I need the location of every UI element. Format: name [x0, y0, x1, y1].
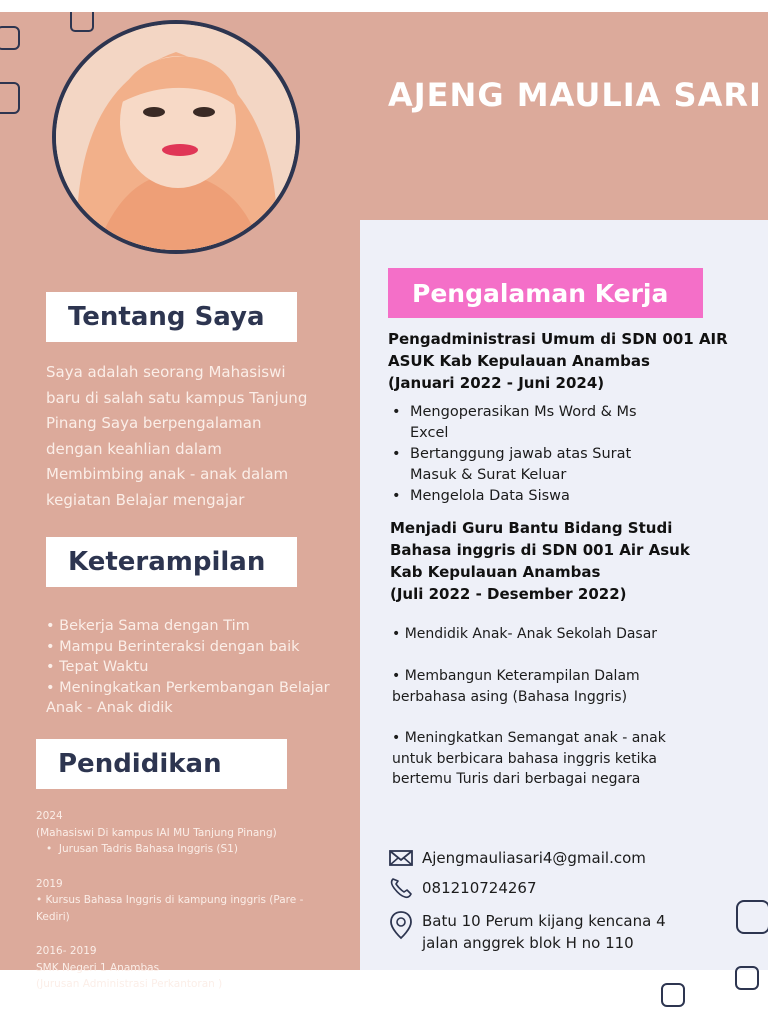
education-heading: Pendidikan	[36, 739, 287, 789]
job1-title-line: (Januari 2022 - Juni 2024)	[388, 374, 605, 392]
skill-item: • Tepat Waktu	[46, 659, 149, 675]
education-line: • Jurusan Tadris Bahasa Inggris (S1)	[36, 843, 238, 855]
education-line: Kediri)	[36, 910, 70, 923]
job2-title	[390, 517, 760, 605]
skill-item: • Meningkatkan Perkembangan Belajar	[46, 679, 330, 696]
experience-heading: Pengalaman Kerja	[388, 268, 703, 318]
decor-square	[736, 900, 768, 934]
decor-square	[0, 82, 20, 114]
job2-title-line: Bahasa inggris di SDN 001 Air Asuk	[390, 541, 690, 559]
about-line: Pinang Saya berpengalaman	[46, 414, 262, 432]
point-line: untuk berbicara bahasa inggris ketika	[392, 750, 657, 767]
job1-title-line: Pengadministrasi Umum di SDN 001 AIR	[388, 330, 728, 348]
profile-photo	[52, 20, 300, 254]
about-line: kegiatan Belajar mengajar	[46, 490, 245, 509]
job2-title-line: Kab Kepulauan Anambas	[390, 563, 601, 581]
about-line: Saya adalah seorang Mahasiswi	[46, 363, 286, 381]
contact-address	[388, 910, 666, 954]
address-line: Batu 10 Perum kijang kencana 4	[422, 912, 666, 930]
duty-line: • Mengoperasikan Ms Word & Ms	[410, 404, 637, 420]
address-text	[422, 910, 666, 954]
phone-text[interactable]: 081210724267	[422, 879, 537, 897]
decor-square	[735, 966, 759, 990]
contact-phone[interactable]	[388, 877, 537, 899]
point-line: • Meningkatkan Semangat anak - anak	[392, 730, 666, 746]
about-heading: Tentang Saya	[46, 292, 297, 342]
about-line: dengan keahlian dalam	[46, 439, 222, 458]
point-line: • Mendidik Anak- Anak Sekolah Dasar	[392, 626, 658, 642]
decor-square	[70, 12, 94, 32]
skill-item: Anak - Anak didik	[46, 700, 173, 716]
mail-icon	[388, 847, 414, 869]
job1-duties	[388, 402, 758, 507]
education-line: • Kursus Bahasa Inggris di kampung inggris (Pare -	[36, 894, 304, 906]
point-line: berbahasa asing (Bahasa Inggris)	[392, 688, 628, 705]
education-line: SMK Negeri 1 Anambas	[36, 961, 160, 974]
header-band	[360, 12, 768, 220]
point-line: bertemu Turis dari berbagai negara	[392, 771, 641, 787]
decor-square	[661, 983, 685, 1007]
about-line: baru di salah satu kampus Tanjung	[46, 388, 308, 407]
list-item	[388, 402, 758, 444]
skills-list	[46, 616, 346, 719]
location-pin-icon	[388, 910, 414, 940]
profile-photo-illustration	[56, 24, 296, 250]
job2-title-line: (Juli 2022 - Desember 2022)	[390, 585, 627, 603]
duty-line: Masuk & Surat Keluar	[410, 467, 567, 483]
job1-title-line: ASUK Kab Kepulauan Anambas	[388, 352, 650, 370]
skill-item: • Mampu Berinteraksi dengan baik	[46, 638, 300, 655]
address-line: jalan anggrek blok H no 110	[422, 934, 634, 952]
education-line: 2024	[36, 810, 63, 822]
job1-title	[388, 328, 763, 394]
job2-point	[392, 624, 762, 645]
education-entry	[36, 943, 346, 993]
job2-point	[392, 666, 762, 707]
job2-point	[392, 728, 762, 790]
phone-icon	[388, 877, 414, 899]
education-line: 2016- 2019	[36, 945, 97, 957]
education-line: 2019	[36, 877, 63, 890]
education-line: (Mahasiswi Di kampus IAI MU Tanjung Pinang)	[36, 826, 277, 839]
education-entry	[36, 876, 346, 926]
skills-heading: Keterampilan	[46, 537, 297, 587]
point-line: • Membangun Keterampilan Dalam	[392, 668, 640, 684]
list-item	[388, 444, 758, 486]
education-line: (Jurusan Administrasi Perkantoran )	[36, 978, 223, 990]
candidate-name: AJENG MAULIA SARI	[388, 76, 762, 114]
contact-email[interactable]	[388, 847, 646, 869]
about-line: Membimbing anak - anak dalam	[46, 465, 289, 483]
education-list	[36, 808, 346, 1011]
education-entry	[36, 808, 346, 858]
job2-title-line: Menjadi Guru Bantu Bidang Studi	[390, 519, 673, 537]
list-item	[388, 486, 758, 507]
about-text	[46, 360, 346, 513]
duty-line: • Mengelola Data Siswa	[410, 488, 570, 504]
skill-item: • Bekerja Sama dengan Tim	[46, 618, 250, 634]
decor-square	[0, 26, 20, 50]
duty-line: • Bertanggung jawab atas Surat	[410, 446, 632, 462]
email-text[interactable]: Ajengmauliasari4@gmail.com	[422, 849, 646, 867]
duty-line: Excel	[410, 425, 449, 441]
